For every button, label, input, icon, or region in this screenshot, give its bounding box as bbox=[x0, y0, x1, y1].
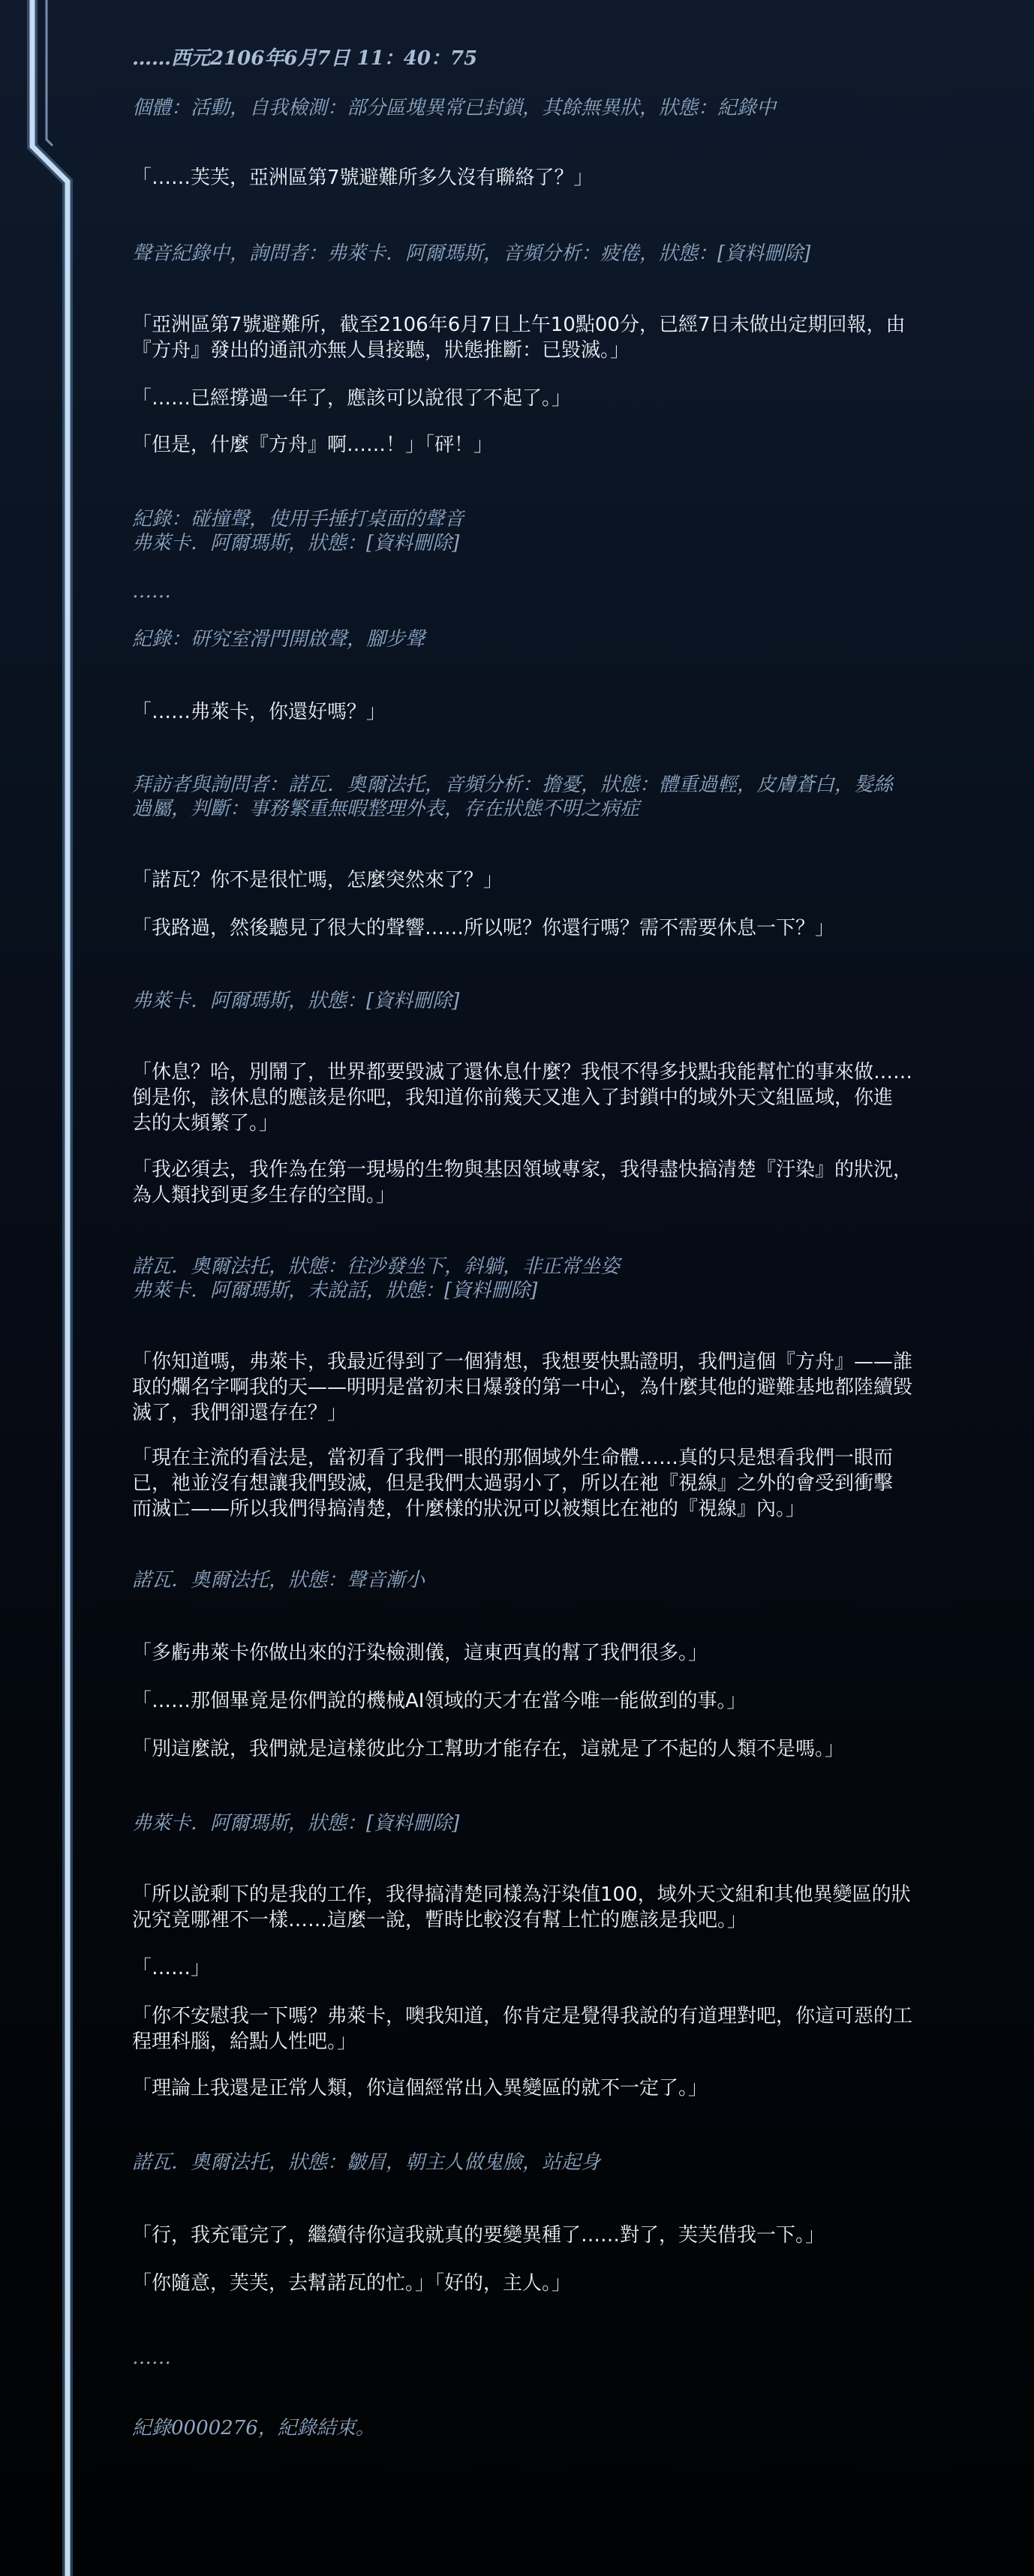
dialogue-line: 「休息？哈，別鬧了，世界都要毀滅了還休息什麼？我恨不得多找點我能幫忙的事來做…… 倒是你，該休息的應該是你吧，我知道你前幾天又進入了封鎖中的域外天文組區域，你進 去的太頻繁了。」 bbox=[132, 1061, 913, 1135]
record-note: 諾瓦．奧爾法托，狀態：皺眉，朝主人做鬼臉，站起身 bbox=[132, 2151, 601, 2174]
dialogue-line: 「你不安慰我一下嗎？弗萊卡，噢我知道，你肯定是覺得我說的有道理對吧，你這可惡的工 程理科腦，給點人性吧。」 bbox=[132, 2005, 913, 2053]
dialogue-line: 「我必須去，我作為在第一現場的生物與基因領域專家，我得盡快搞清楚『汙染』的狀況， 為人類找到更多生存的空間。」 bbox=[132, 1159, 913, 1207]
record-note: 諾瓦．奧爾法托，狀態：聲音漸小 bbox=[132, 1569, 425, 1592]
frame-line-outer bbox=[32, 0, 68, 2576]
frame-line-inner bbox=[47, 0, 53, 146]
dialogue-line: 「……芙芙，亞洲區第7號避難所多久沒有聯絡了？」 bbox=[132, 167, 594, 189]
record-note: 紀錄：碰撞聲，使用手捶打桌面的聲音 弗萊卡．阿爾瑪斯，狀態：[資料刪除] bbox=[132, 508, 464, 555]
dialogue-line: 「……」 bbox=[132, 1957, 211, 1979]
record-note: 聲音紀錄中，詢問者：弗萊卡．阿爾瑪斯，音頻分析：疲倦，狀態：[資料刪除] bbox=[132, 242, 811, 265]
record-end-note: 紀錄0000276，紀錄結束。 bbox=[132, 2417, 375, 2439]
log-header-status: 個體：活動，自我檢測：部分區塊異常已封鎖，其餘無異狀，狀態：紀錄中 bbox=[132, 97, 777, 119]
record-note: 弗萊卡．阿爾瑪斯，狀態：[資料刪除] bbox=[132, 1812, 460, 1835]
record-ellipsis: …… bbox=[132, 2346, 171, 2369]
dialogue-line: 「理論上我還是正常人類，你這個經常出入異變區的就不一定了。」 bbox=[132, 2077, 708, 2100]
dialogue-line: 「但是，什麼『方舟』啊……！」「砰！」 bbox=[132, 434, 494, 456]
dialogue-line: 「……那個畢竟是你們說的機械AI領域的天才在當今唯一能做到的事。」 bbox=[132, 1690, 747, 1712]
dialogue-line: 「你知道嗎，弗萊卡，我最近得到了一個猜想，我想要快點證明，我們這個『方舟』——誰 取的爛名字啊我的天——明明是當初末日爆發的第一中心，為什麼其他的避難基地都陸續毀 滅了，我們卻還存在？」 bbox=[132, 1351, 913, 1424]
dialogue-line: 「別這麼說，我們就是這樣彼此分工幫助才能存在，這就是了不起的人類不是嗎。」 bbox=[132, 1738, 845, 1760]
dialogue-line: 「現在主流的看法是，當初看了我們一眼的那個域外生命體……真的只是想看我們一眼而 已，祂並沒有想讓我們毀滅，但是我們太過弱小了，所以在祂『視線』之外的會受到衝擊 而滅亡——所以我們得搞清楚，什麼樣的狀況可以被類比在祂的『視線』內。」 bbox=[132, 1447, 894, 1520]
dialogue-line: 「我路過，然後聽見了很大的聲響……所以呢？你還行嗎？需不需要休息一下？」 bbox=[132, 917, 835, 939]
dialogue-line: 「多虧弗萊卡你做出來的汙染檢測儀，這東西真的幫了我們很多。」 bbox=[132, 1642, 708, 1664]
record-note: 諾瓦．奧爾法托，狀態：往沙發坐下，斜躺，非正常坐姿 弗萊卡．阿爾瑪斯，未說話，狀態：[資料刪除] bbox=[132, 1255, 621, 1302]
dialogue-line: 「……弗萊卡，你還好嗎？」 bbox=[132, 701, 386, 723]
dialogue-line: 「亞洲區第7號避難所，截至2106年6月7日上午10點00分，已經7日未做出定期回報，由 『方舟』發出的通訊亦無人員接聽，狀態推斷：已毀滅。」 bbox=[132, 314, 906, 362]
dialogue-line: 「諾瓦？你不是很忙嗎，怎麼突然來了？」 bbox=[132, 869, 503, 891]
record-note: 弗萊卡．阿爾瑪斯，狀態：[資料刪除] bbox=[132, 990, 460, 1012]
log-header-timestamp: ……西元2106年6月7日 11：40：75 bbox=[132, 47, 478, 70]
record-note: 紀錄：研究室滑門開啟聲，腳步聲 bbox=[132, 628, 425, 651]
dialogue-line: 「所以說剩下的是我的工作，我得搞清楚同樣為汙染值100，域外天文組和其他異變區的狀 況究竟哪裡不一樣……這麼一說，暫時比較沒有幫上忙的應該是我吧。」 bbox=[132, 1883, 911, 1931]
record-ellipsis: …… bbox=[132, 580, 171, 603]
dialogue-line: 「行，我充電完了，繼續待你這我就真的要變異種了……對了，芙芙借我一下。」 bbox=[132, 2224, 825, 2247]
frame-line-glow bbox=[32, 0, 68, 2576]
dialogue-line: 「……已經撐過一年了，應該可以說很了不起了。」 bbox=[132, 387, 572, 410]
dialogue-line: 「你隨意，芙芙，去幫諾瓦的忙。」「好的，主人。」 bbox=[132, 2272, 572, 2295]
record-note: 拜訪者與詢問者：諾瓦．奧爾法托，音頻分析：擔憂，狀態：體重過輕，皮膚蒼白，髮絲 過屬，判斷：事務繁重無暇整理外表，存在狀態不明之病症 bbox=[132, 774, 894, 820]
